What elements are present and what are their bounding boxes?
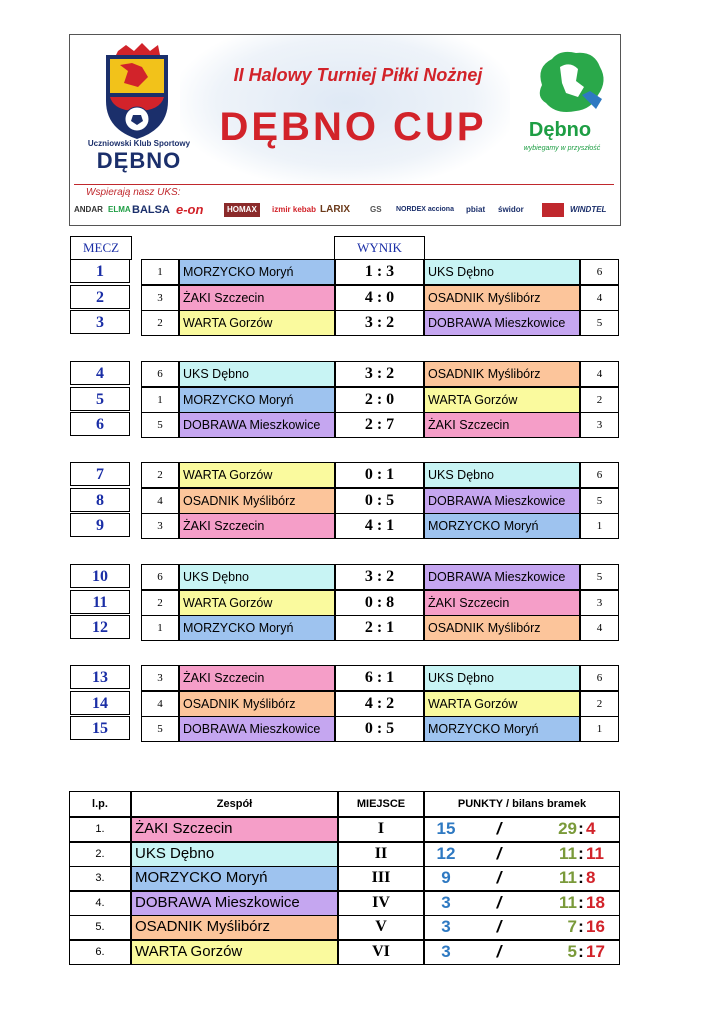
home-seed: 2 <box>141 462 179 488</box>
matches-header-wynik: WYNIK <box>334 236 425 260</box>
home-team: WARTA Gorzów <box>179 462 335 488</box>
home-team: ŻAKI Szczecin <box>179 513 335 539</box>
match-score: 0 : 5 <box>335 716 424 742</box>
goals-against: 4 <box>586 819 596 838</box>
away-team: UKS Dębno <box>424 259 580 285</box>
standing-points-cell <box>424 915 620 940</box>
standing-position: 4. <box>69 891 131 916</box>
away-team: MORZYCKO Moryń <box>424 513 580 539</box>
away-team: OSADNIK Myślibórz <box>424 361 580 387</box>
standing-points-cell <box>424 817 620 842</box>
home-team: UKS Dębno <box>179 564 335 590</box>
standing-team: OSADNIK Myślibórz <box>131 915 338 940</box>
standing-place: II <box>338 842 424 867</box>
home-seed: 4 <box>141 488 179 514</box>
standing-position: 1. <box>69 817 131 842</box>
away-seed: 1 <box>580 716 619 742</box>
goals-for: 5 <box>567 942 577 961</box>
home-team: MORZYCKO Moryń <box>179 259 335 285</box>
sponsor-logo: WINDTEL <box>570 205 607 214</box>
away-seed: 2 <box>580 691 619 717</box>
match-score: 2 : 1 <box>335 615 424 641</box>
supporters-label: Wspierają nasz UKS: <box>86 187 181 198</box>
standing-place: I <box>338 817 424 842</box>
goals-against: 11 <box>586 844 604 863</box>
standing-team: UKS Dębno <box>131 842 338 867</box>
match-score: 0 : 5 <box>335 488 424 514</box>
standing-place: III <box>338 866 424 891</box>
home-team: MORZYCKO Moryń <box>179 615 335 641</box>
match-number: 10 <box>70 564 130 588</box>
home-seed: 1 <box>141 259 179 285</box>
away-team: ŻAKI Szczecin <box>424 590 580 616</box>
points-value: 3 <box>441 917 451 936</box>
match-number: 3 <box>70 310 130 334</box>
away-team: UKS Dębno <box>424 665 580 691</box>
points-value: 9 <box>441 868 451 887</box>
sponsor-logo: GS <box>370 205 382 214</box>
match-score: 6 : 1 <box>335 665 424 691</box>
home-seed: 3 <box>141 665 179 691</box>
standing-team: ŻAKI Szczecin <box>131 817 338 842</box>
match-number: 12 <box>70 615 130 639</box>
away-seed: 5 <box>580 564 619 590</box>
standing-position: 3. <box>69 866 131 891</box>
away-seed: 4 <box>580 615 619 641</box>
standing-points-cell <box>424 891 620 916</box>
match-number: 1 <box>70 259 130 283</box>
standings-header-place: MIEJSCE <box>338 791 424 817</box>
town-name: Dębno <box>528 119 592 141</box>
home-seed: 5 <box>141 716 179 742</box>
match-number: 14 <box>70 691 130 715</box>
home-team: OSADNIK Myślibórz <box>179 691 335 717</box>
match-score: 4 : 0 <box>335 285 424 311</box>
goals-for: 7 <box>567 917 577 936</box>
match-score: 4 : 1 <box>335 513 424 539</box>
matches-header-mecz: MECZ <box>70 236 132 260</box>
away-team: ŻAKI Szczecin <box>424 412 580 438</box>
home-seed: 2 <box>141 590 179 616</box>
sponsor-logo: ANDAR <box>74 205 103 214</box>
club-name-small: Uczniowski Klub Sportowy <box>87 139 191 148</box>
sponsor-logo: pbiat <box>466 205 486 214</box>
goals-separator: : <box>578 868 584 887</box>
home-seed: 6 <box>141 361 179 387</box>
home-team: ŻAKI Szczecin <box>179 665 335 691</box>
match-score: 2 : 0 <box>335 387 424 413</box>
goals-separator: : <box>578 893 584 912</box>
goals-separator: : <box>578 819 584 838</box>
home-team: UKS Dębno <box>179 361 335 387</box>
points-separator: / <box>496 942 502 961</box>
away-team: WARTA Gorzów <box>424 387 580 413</box>
tournament-banner <box>69 34 621 226</box>
home-team: WARTA Gorzów <box>179 590 335 616</box>
standing-points-cell <box>424 940 620 965</box>
home-team: ŻAKI Szczecin <box>179 285 335 311</box>
home-team: WARTA Gorzów <box>179 310 335 336</box>
away-seed: 1 <box>580 513 619 539</box>
sponsor-logo: ELMA <box>108 205 131 214</box>
match-score: 3 : 2 <box>335 361 424 387</box>
away-seed: 3 <box>580 590 619 616</box>
goals-for: 29 <box>558 819 577 838</box>
supporters-divider <box>74 184 614 185</box>
match-number: 13 <box>70 665 130 689</box>
standing-position: 2. <box>69 842 131 867</box>
standing-place: IV <box>338 891 424 916</box>
debno-town-logo-icon <box>532 47 608 117</box>
home-seed: 5 <box>141 412 179 438</box>
away-team: OSADNIK Myślibórz <box>424 285 580 311</box>
away-seed: 2 <box>580 387 619 413</box>
away-team: DOBRAWA Mieszkowice <box>424 564 580 590</box>
points-separator: / <box>496 868 502 887</box>
match-number: 2 <box>70 285 130 309</box>
standing-points-cell <box>424 842 620 867</box>
goals-separator: : <box>578 917 584 936</box>
home-team: OSADNIK Myślibórz <box>179 488 335 514</box>
standing-position: 5. <box>69 915 131 940</box>
home-seed: 1 <box>141 615 179 641</box>
tournament-subtitle: II Halowy Turniej Piłki Nożnej <box>233 65 483 85</box>
standing-place: VI <box>338 940 424 965</box>
points-value: 12 <box>436 844 456 863</box>
points-value: 3 <box>441 942 451 961</box>
away-team: OSADNIK Myślibórz <box>424 615 580 641</box>
match-number: 4 <box>70 361 130 385</box>
match-score: 3 : 2 <box>335 564 424 590</box>
away-team: UKS Dębno <box>424 462 580 488</box>
points-separator: / <box>496 893 502 912</box>
away-seed: 5 <box>580 310 619 336</box>
home-seed: 3 <box>141 285 179 311</box>
sponsor-logo: LARIX <box>320 204 350 215</box>
match-score: 0 : 1 <box>335 462 424 488</box>
sponsor-logo: BALSA <box>132 204 170 216</box>
goals-separator: : <box>578 844 584 863</box>
match-number: 7 <box>70 462 130 486</box>
standing-team: DOBRAWA Mieszkowice <box>131 891 338 916</box>
sponsor-logo: e-on <box>176 202 204 217</box>
goals-for: 11 <box>559 893 577 912</box>
standing-place: V <box>338 915 424 940</box>
standings-header-lp: l.p. <box>69 791 131 817</box>
away-seed: 6 <box>580 665 619 691</box>
match-number: 5 <box>70 387 130 411</box>
match-score: 3 : 2 <box>335 310 424 336</box>
away-seed: 3 <box>580 412 619 438</box>
goals-against: 8 <box>586 868 596 887</box>
home-seed: 4 <box>141 691 179 717</box>
match-number: 11 <box>70 590 130 614</box>
town-slogan: wybiegamy w przyszłość <box>523 145 601 152</box>
points-value: 3 <box>441 893 451 912</box>
goals-against: 17 <box>586 942 605 961</box>
sponsor-strip <box>74 201 614 219</box>
sponsor-logo: świdor <box>498 205 524 214</box>
away-seed: 6 <box>580 259 619 285</box>
club-name-big: DĘBNO <box>96 148 182 173</box>
away-seed: 5 <box>580 488 619 514</box>
home-seed: 3 <box>141 513 179 539</box>
home-seed: 6 <box>141 564 179 590</box>
match-score: 4 : 2 <box>335 691 424 717</box>
tournament-title: DĘBNO CUP <box>219 105 487 149</box>
away-seed: 4 <box>580 361 619 387</box>
match-score: 1 : 3 <box>335 259 424 285</box>
standing-team: WARTA Gorzów <box>131 940 338 965</box>
sponsor-logo: HOMAX <box>224 203 260 217</box>
away-team: MORZYCKO Moryń <box>424 716 580 742</box>
standings-header-points: PUNKTY / bilans bramek <box>424 791 620 817</box>
home-seed: 2 <box>141 310 179 336</box>
standing-team: MORZYCKO Moryń <box>131 866 338 891</box>
match-score: 0 : 8 <box>335 590 424 616</box>
sponsor-logo: NORDEX acciona <box>396 206 454 213</box>
home-seed: 1 <box>141 387 179 413</box>
home-team: DOBRAWA Mieszkowice <box>179 716 335 742</box>
standing-points-cell <box>424 866 620 891</box>
match-number: 8 <box>70 488 130 512</box>
points-separator: / <box>496 844 502 863</box>
goals-for: 11 <box>559 844 577 863</box>
sponsor-logo: izmir kebab <box>272 205 317 214</box>
away-team: DOBRAWA Mieszkowice <box>424 310 580 336</box>
standing-position: 6. <box>69 940 131 965</box>
standings-header-team: Zespół <box>131 791 338 817</box>
match-score: 2 : 7 <box>335 412 424 438</box>
sponsor-logo <box>542 203 564 217</box>
away-team: WARTA Gorzów <box>424 691 580 717</box>
match-number: 9 <box>70 513 130 537</box>
goals-for: 11 <box>559 868 577 887</box>
points-separator: / <box>496 819 502 838</box>
home-team: MORZYCKO Moryń <box>179 387 335 413</box>
points-value: 15 <box>436 819 456 838</box>
away-team: DOBRAWA Mieszkowice <box>424 488 580 514</box>
match-number: 15 <box>70 716 130 740</box>
goals-against: 18 <box>586 893 605 912</box>
away-seed: 6 <box>580 462 619 488</box>
goals-separator: : <box>578 942 584 961</box>
club-crest-icon <box>98 41 176 141</box>
points-separator: / <box>496 917 502 936</box>
away-seed: 4 <box>580 285 619 311</box>
home-team: DOBRAWA Mieszkowice <box>179 412 335 438</box>
match-number: 6 <box>70 412 130 436</box>
goals-against: 16 <box>586 917 605 936</box>
